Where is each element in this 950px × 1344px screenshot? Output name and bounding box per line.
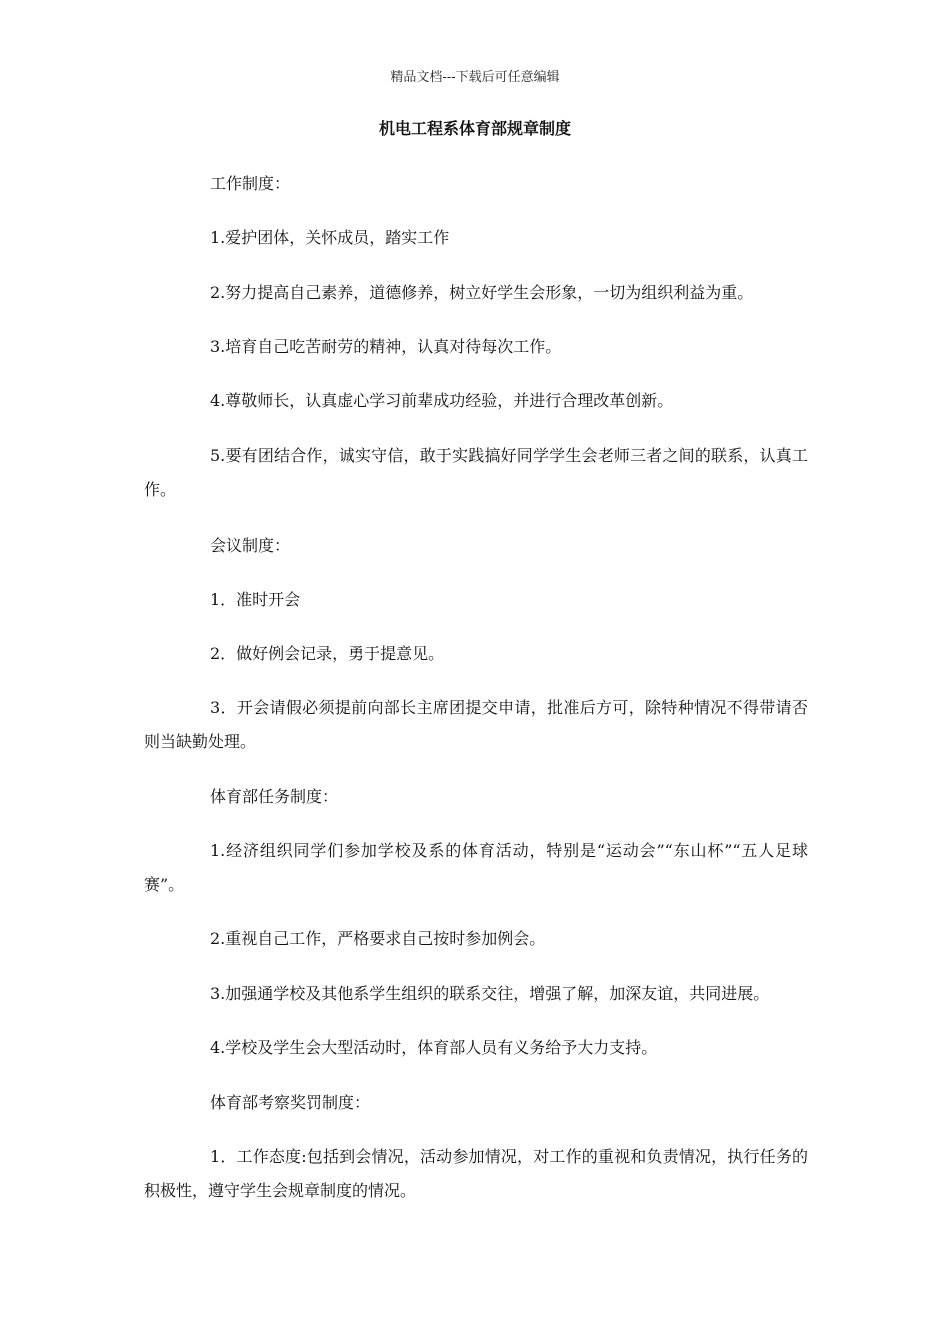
- paragraph: 3.培育自己吃苦耐劳的精神，认真对待每次工作。: [210, 337, 562, 356]
- section-heading-task-rules: 体育部任务制度：: [210, 787, 339, 806]
- paragraph: 1．工作态度:包括到会情况，活动参加情况，对工作的重视和负责情况，执行任务的积极性，遵守学生会规章制度的情况。: [144, 1147, 808, 1200]
- paragraph: 5.要有团结合作，诚实守信，敢于实践搞好同学学生会老师三者之间的联系，认真工作。: [144, 446, 808, 499]
- paragraph: 2.重视自己工作，严格要求自己按时参加例会。: [210, 929, 546, 948]
- document-header: 精品文档---下载后可任意编辑: [390, 70, 560, 85]
- section-heading-work-rules: 工作制度：: [210, 174, 291, 193]
- paragraph: 3．开会请假必须提前向部长主席团提交申请，批准后方可，除特种情况不得带请否则当缺勤处理。: [144, 698, 808, 751]
- paragraph: 2．做好例会记录，勇于提意见。: [210, 644, 445, 663]
- paragraph: 1．准时开会: [210, 590, 301, 609]
- paragraph: 4.尊敬师长，认真虚心学习前辈成功经验，并进行合理改革创新。: [210, 391, 674, 410]
- section-heading-reward-rules: 体育部考察奖罚制度：: [210, 1093, 371, 1112]
- paragraph: 2.努力提高自己素养，道德修养，树立好学生会形象，一切为组织利益为重。: [210, 283, 754, 302]
- paragraph: 4.学校及学生会大型活动时，体育部人员有义务给予大力支持。: [210, 1038, 658, 1057]
- paragraph: 1.经济组织同学们参加学校及系的体育活动，特别是“运动会”“东山杯”“五人足球赛”。: [144, 841, 808, 894]
- document-title: 机电工程系体育部规章制度: [378, 119, 571, 138]
- paragraph: 1.爱护团体，关怀成员，踏实工作: [210, 228, 450, 247]
- paragraph: 3.加强通学校及其他系学生组织的联系交往，增强了解，加深友谊，共同进展。: [210, 984, 770, 1003]
- section-heading-meeting-rules: 会议制度：: [210, 536, 291, 555]
